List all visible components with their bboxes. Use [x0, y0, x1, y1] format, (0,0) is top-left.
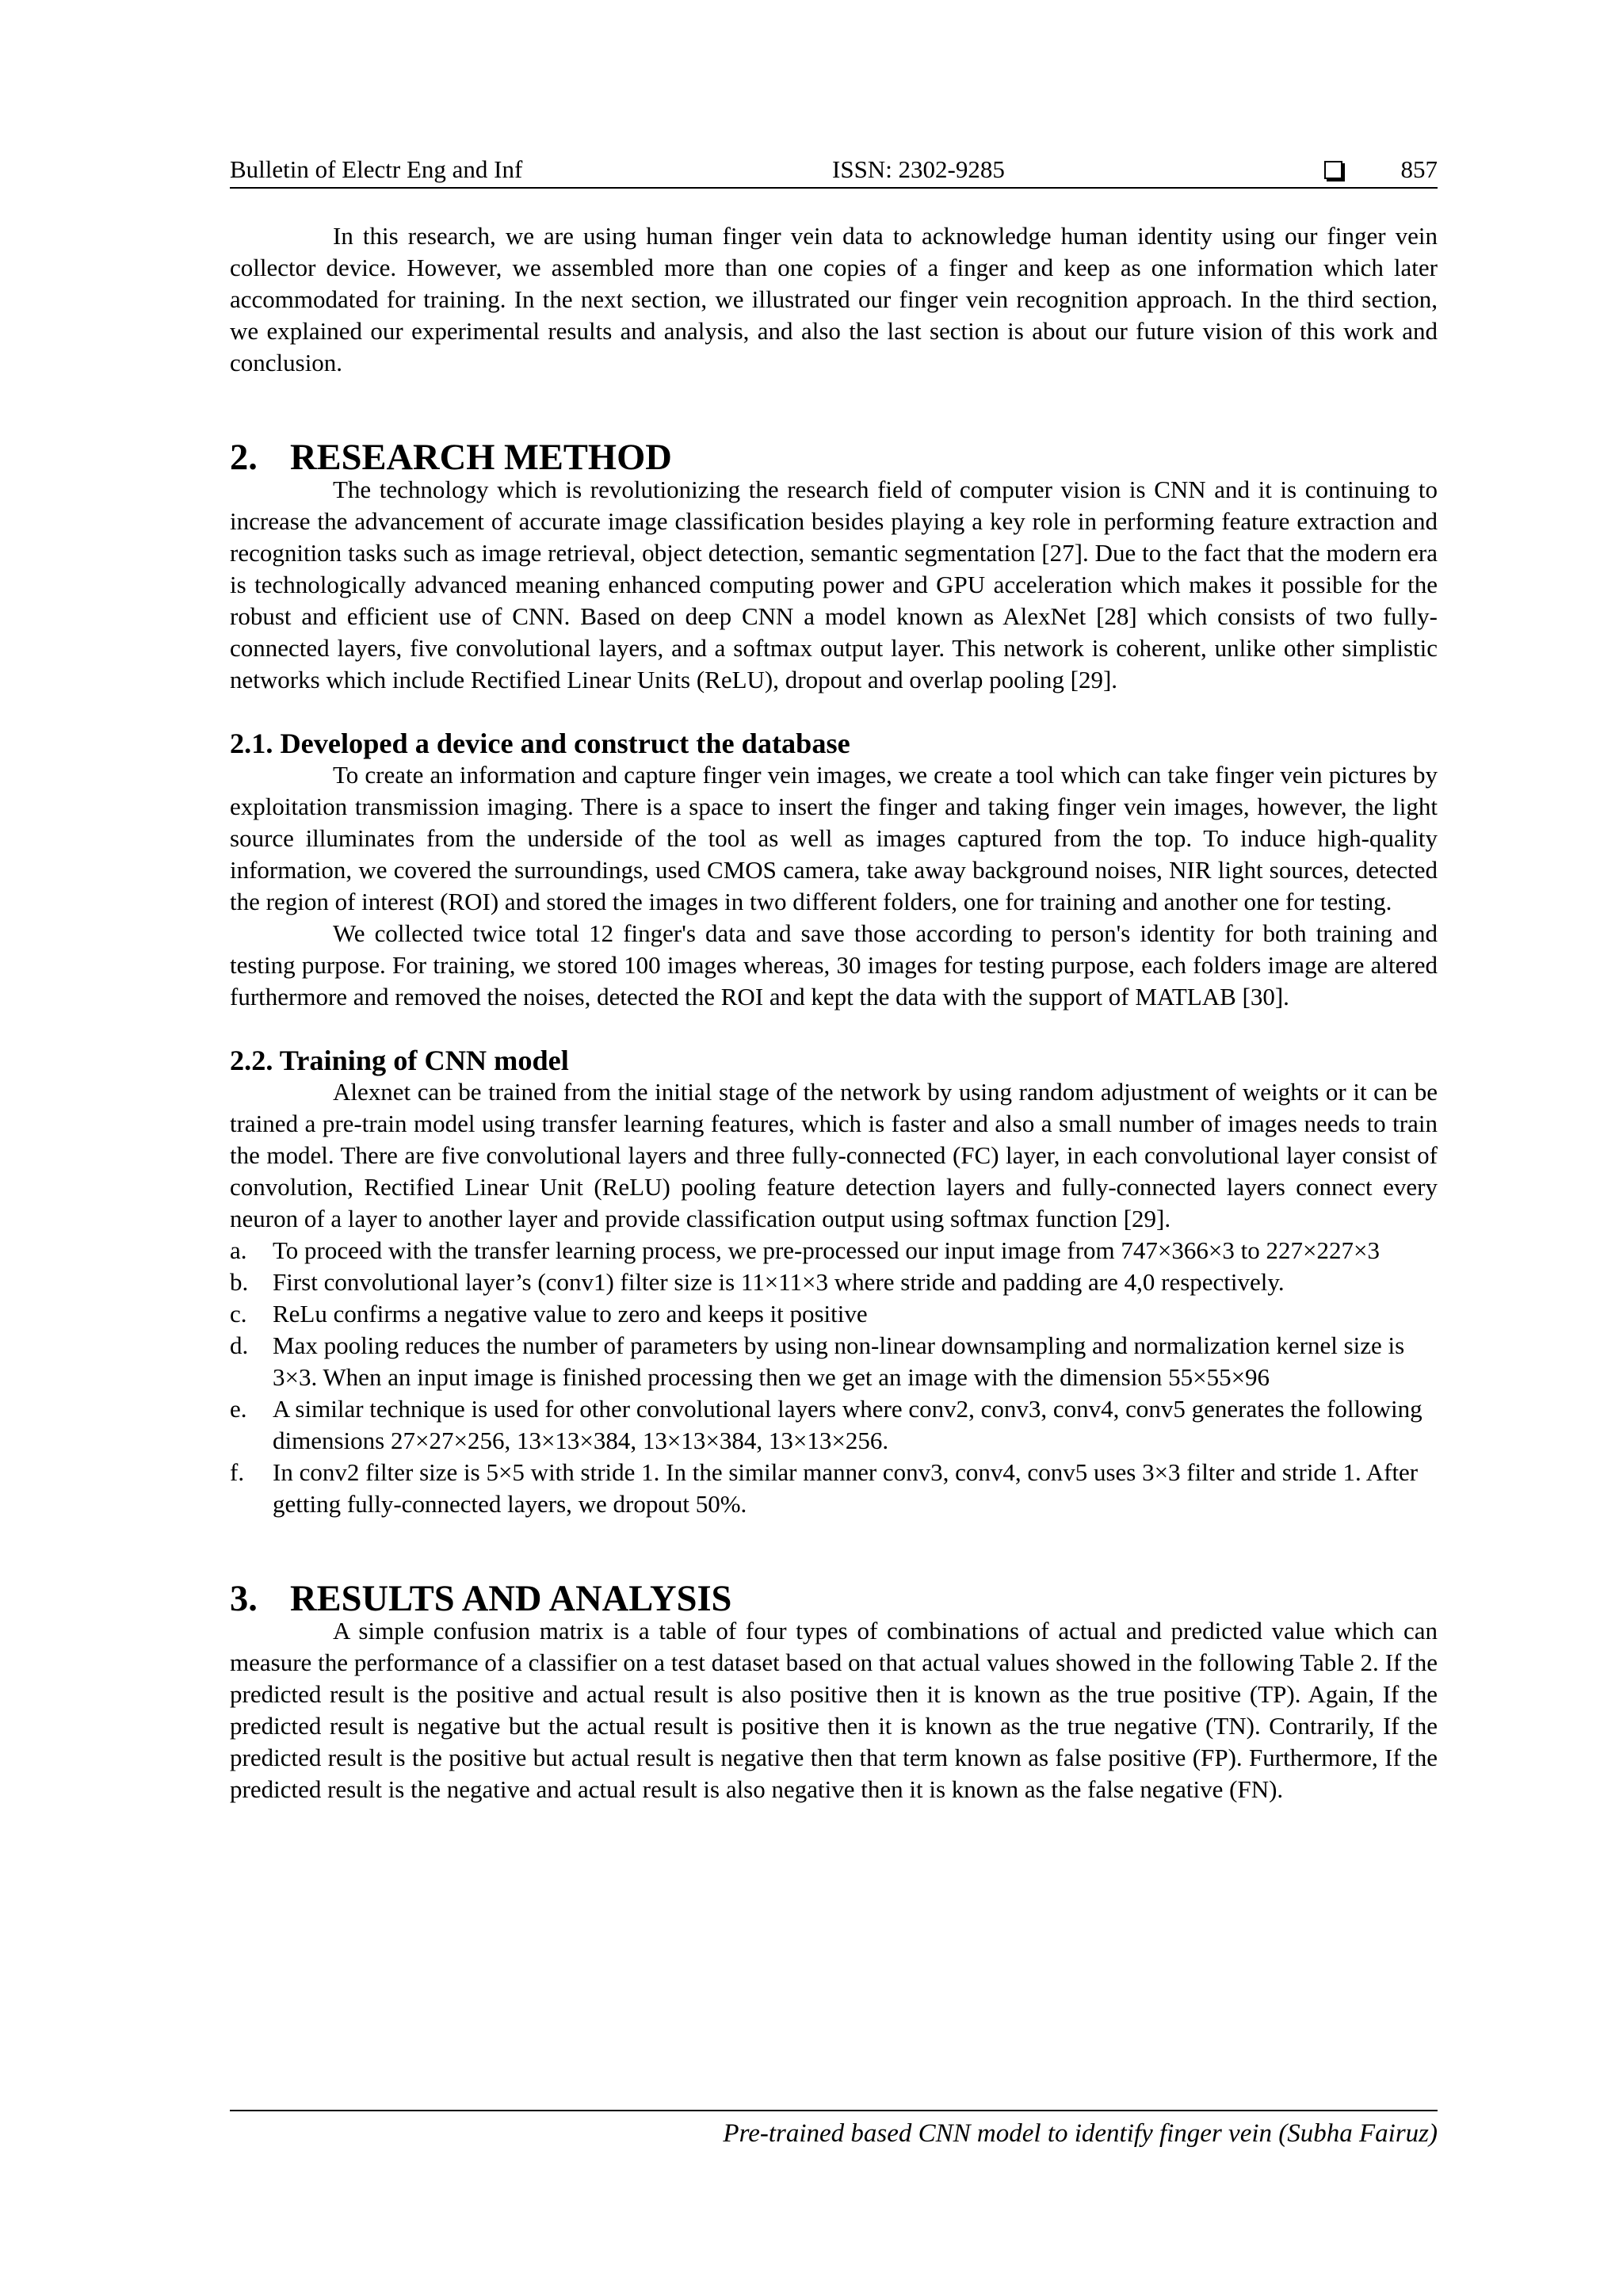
- list-marker: c.: [230, 1300, 247, 1328]
- list-item-text: Max pooling reduces the number of parameters by using non-linear downsampling and normalization kernel size is 3×3. When an input image is finished processing then we get an image with the dimension 55×55×96: [273, 1331, 1405, 1391]
- list-item: [230, 1457, 1438, 1520]
- spacer: [230, 379, 1438, 442]
- issn-label: ISSN: 2302-9285: [832, 155, 1005, 183]
- list-item: [230, 1393, 1438, 1457]
- list-item-text: In conv2 filter size is 5×5 with stride 1. In the similar manner conv3, conv4, conv5 uses 3×3 filter and stride 1. After getting fully-connected layers, we dropout 50%.: [273, 1458, 1419, 1518]
- list-item: [230, 1266, 1438, 1298]
- section-heading: [230, 1579, 1438, 1619]
- subsection-paragraph: To create an information and capture finger vein images, we create a tool which can take finger vein pictures by exploitation transmission imaging. There is a space to insert the finger and taking finger vein images, however, the light source illuminates from the underside of the tool as well as images captured from the top. To induce high-quality information, we covered the surroundings, used CMOS camera, take away background noises, NIR light sources, detected the region of interest (ROI) and stored the images in two different folders, one for training and another one for testing.: [230, 761, 1438, 915]
- section-title: RESEARCH METHOD: [290, 437, 672, 478]
- footer-divider: [230, 2110, 1438, 2111]
- intro-paragraph: In this research, we are using human finger vein data to acknowledge human identity using our finger vein collector device. However, we assembled more than one copies of a finger and keep as one information which later accommodated for training. In the next section, we illustrated our finger vein recognition approach. In the third section, we explained our experimental results and analysis, and also the last section is about our future vision of this work and conclusion.: [230, 222, 1438, 376]
- subsection-heading: 2.1. Developed a device and construct the database: [230, 728, 850, 759]
- spacer: [230, 1520, 1438, 1584]
- list-item-text: First convolutional layer’s (conv1) filter size is 11×11×3 where stride and padding are 4,0 respectively.: [273, 1268, 1285, 1296]
- section-title: RESULTS AND ANALYSIS: [290, 1579, 732, 1619]
- section-heading: [230, 437, 1438, 478]
- list-item: [230, 1330, 1438, 1393]
- list-item: [230, 1298, 1438, 1330]
- list-marker: b.: [230, 1268, 249, 1296]
- subsection-paragraph: Alexnet can be trained from the initial stage of the network by using random adjustment of weights or it can be trained a pre-train model using transfer learning features, which is faster and also a small number of images needs to train the model. There are five convolutional layers and three fully-connected (FC) layer, in each convolutional layer consist of convolution, Rectified Linear Unit (ReLU) pooling feature detection layers and fully-connected layers connect every neuron of a layer to another layer and provide classification output using softmax function [29].: [230, 1078, 1438, 1232]
- running-footer: Pre-trained based CNN model to identify finger vein (Subha Fairuz): [723, 2119, 1438, 2148]
- section-number: 3.: [230, 1579, 258, 1619]
- list-marker: a.: [230, 1236, 247, 1264]
- section-number: 2.: [230, 437, 258, 478]
- journal-name: Bulletin of Electr Eng and Inf: [230, 155, 523, 183]
- page-number: 857: [1400, 155, 1438, 183]
- list-item-text: A similar technique is used for other convolutional layers where conv2, conv3, conv4, conv5 generates the following dimensions 27×27×256, 13×13×384, 13×13×384, 13×13×256.: [273, 1395, 1423, 1454]
- list-item: [230, 1235, 1438, 1266]
- steps-list: [230, 1235, 1438, 1520]
- square-box-icon: [1324, 161, 1342, 179]
- subsection-paragraph: We collected twice total 12 finger's data and save those according to person's identity for both training and testing purpose. For training, we stored 100 images whereas, 30 images for testing purpose, each folders image are altered furthermore and removed the noises, detected the ROI and kept the data with the support of MATLAB [30].: [230, 919, 1438, 1010]
- subsection-heading: 2.2. Training of CNN model: [230, 1045, 569, 1076]
- list-marker: f.: [230, 1458, 245, 1486]
- section-paragraph: The technology which is revolutionizing the research field of computer vision is CNN and it is continuing to increase the advancement of accurate image classification besides playing a key role in performing feature extraction and recognition tasks such as image retrieval, object detection, semantic segmentation [27]. Due to the fact that the modern era is technologically advanced meaning enhanced computing power and GPU acceleration which makes it possible for the robust and efficient use of CNN. Based on deep CNN a model known as AlexNet [28] which consists of two fully-connected layers, five convolutional layers, and a softmax output layer. This network is coherent, unlike other simplistic networks which include Rectified Linear Units (ReLU), dropout and overlap pooling [29].: [230, 476, 1438, 693]
- spacer: [230, 696, 1438, 728]
- list-marker: d.: [230, 1331, 249, 1359]
- list-item-text: ReLu confirms a negative value to zero and keeps it positive: [273, 1300, 868, 1328]
- page-header: [230, 154, 1438, 192]
- list-marker: e.: [230, 1395, 247, 1423]
- spacer: [230, 1013, 1438, 1045]
- page-body: [230, 220, 1438, 1805]
- header-divider: [230, 187, 1438, 189]
- section-paragraph: A simple confusion matrix is a table of four types of combinations of actual and predicted value which can measure the performance of a classifier on a test dataset based on that actual values showed in the following Table 2. If the predicted result is the positive and actual result is also positive then it is known as the true positive (TP). Again, If the predicted result is negative but the actual result is positive then it is known as the true negative (TN). Contrarily, If the predicted result is the positive but actual result is negative then that term known as false positive (FP). Furthermore, If the predicted result is the negative and actual result is also negative then it is known as the false negative (FN).: [230, 1617, 1438, 1803]
- list-item-text: To proceed with the transfer learning process, we pre-processed our input image from 747×366×3 to 227×227×3: [273, 1236, 1380, 1264]
